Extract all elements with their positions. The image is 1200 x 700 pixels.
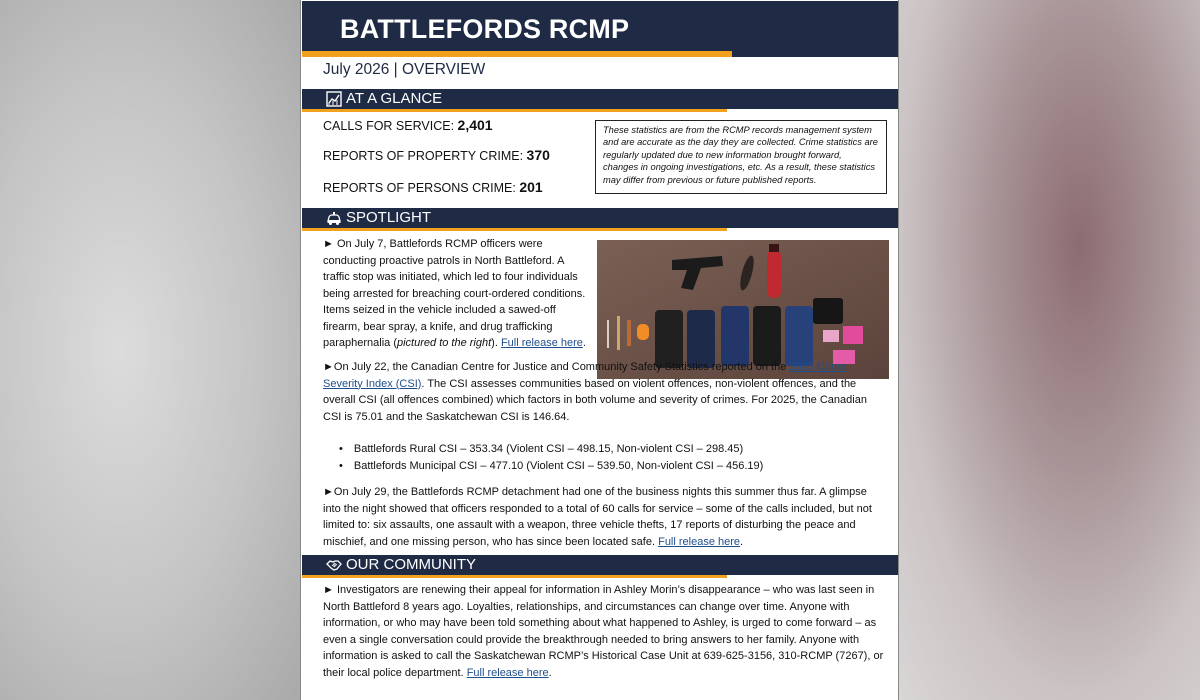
section-header-spotlight xyxy=(302,208,898,228)
section-accent-bar xyxy=(302,109,727,112)
stat-label: REPORTS OF PROPERTY CRIME: xyxy=(323,149,524,163)
spotlight-paragraph-3 xyxy=(323,484,885,550)
section-title: OUR COMMUNITY xyxy=(346,556,476,573)
chart-icon xyxy=(326,91,342,107)
car-icon xyxy=(326,210,342,226)
paragraph-text: . xyxy=(740,535,744,548)
section-title: SPOTLIGHT xyxy=(346,209,432,226)
handshake-icon xyxy=(326,557,342,573)
newsletter-page xyxy=(300,0,899,700)
stat-calls xyxy=(323,117,493,133)
csi-link[interactable]: 2025 Crime Severity Index (CSI) xyxy=(323,361,847,390)
spotlight-paragraph-2 xyxy=(323,359,883,425)
section-accent-bar xyxy=(302,228,727,231)
section-header-glance xyxy=(302,89,898,109)
stat-value: 370 xyxy=(526,147,550,163)
csi-bullet-list xyxy=(339,441,763,474)
stat-persons xyxy=(323,179,543,195)
full-release-link[interactable]: Full release here xyxy=(466,666,549,679)
statistics-disclaimer: These statistics are from the RCMP records management system and are accurate as the day they are collected. Crime statistics are regularly updated due to new information brought forward, changes in ongoing investigations, etc. As a result, these statistics may differ from previous or future published reports. xyxy=(595,120,887,194)
stat-property xyxy=(323,147,550,163)
full-release-link[interactable]: Full release here xyxy=(500,337,583,349)
stat-value: 201 xyxy=(519,179,543,195)
background-right xyxy=(899,0,1200,700)
paragraph-text: ). xyxy=(491,337,501,349)
list-item: • Battlefords Municipal CSI – 477.10 (Violent CSI – 539.50, Non-violent CSI – 456.19) xyxy=(339,458,763,475)
full-release-link[interactable]: Full release here xyxy=(658,535,741,548)
section-title: AT A GLANCE xyxy=(346,90,443,107)
stat-label: CALLS FOR SERVICE: xyxy=(323,119,455,133)
masthead-accent-bar xyxy=(302,51,732,57)
page-title: BATTLEFORDS RCMP xyxy=(340,14,630,44)
paragraph-text: ► On July 7, Battlefords RCMP officers were conducting proactive patrols in North Battleford. A traffic stop was initiated, which led to four individuals being arrested for breaching court-ordered conditions. Items seized in the vehicle included a sawed-off firearm, bear spray, a knife, and drug trafficking paraphernalia ( xyxy=(323,238,586,349)
list-item: • Battlefords Rural CSI – 353.34 (Violent CSI – 498.15, Non-violent CSI – 298.45) xyxy=(339,441,763,458)
paragraph-italic: pictured to the right xyxy=(397,337,492,349)
paragraph-text: . xyxy=(582,337,586,349)
community-paragraph xyxy=(323,582,885,681)
stat-value: 2,401 xyxy=(457,117,493,133)
section-accent-bar xyxy=(302,575,727,578)
spotlight-paragraph-1 xyxy=(323,236,591,352)
background-left xyxy=(0,0,300,700)
paragraph-text: ►On July 22, the Canadian Centre for Justice and Community Safety Statistics reported on the xyxy=(323,361,790,373)
masthead xyxy=(302,1,898,57)
paragraph-text: ►On July 29, the Battlefords RCMP detachment had one of the business nights this summer thus far. A glimpse into the night showed that officers responded to a total of 60 calls for service – some of the calls included, but not limited to: six assaults, one assault with a weapon, three vehicle thefts, 17 reports of disturbing the peace and mischief, and one missing person, who has since been located safe. xyxy=(323,486,872,548)
paragraph-text: ► Investigators are renewing their appeal for information in Ashley Morin’s disappearance – who was last seen in North Battleford 8 years ago. Loyalties, relationships, and circumstances can change over time. Anyone with information, or who may have been told something about what happened to Ashley, is urged to come forward – as even a single conversation could provide the breakthrough needed to bring answers to her family. Anyone with information is asked to call the Saskatchewan RCMP’s Historical Case Unit at 639-625-3156, 310-RCMP (7267), or their local police department. xyxy=(323,584,884,679)
stat-label: REPORTS OF PERSONS CRIME: xyxy=(323,181,516,195)
paragraph-text: . The CSI assesses communities based on violent offences, non-violent offences, and the overall CSI (all offences combined) which factors in both volume and severity of crimes. For 2025, the Canadian CSI is 75.01 and the Saskatchewan CSI is 146.64. xyxy=(323,377,867,423)
section-header-community xyxy=(302,555,898,575)
dateline: July 2026 | OVERVIEW xyxy=(323,61,486,78)
paragraph-text: . xyxy=(548,666,552,679)
